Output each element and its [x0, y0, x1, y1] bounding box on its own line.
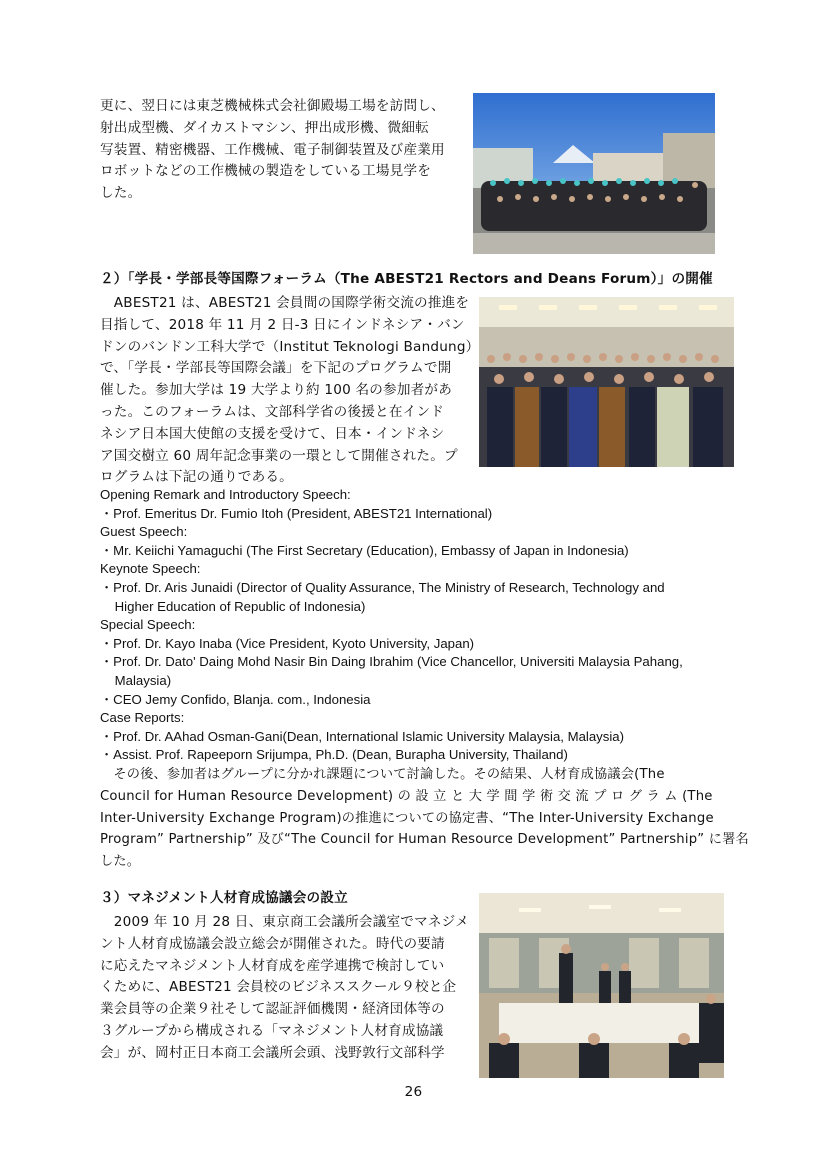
text-line: Council for Human Resource Development) の 設 立 と 大 学 間 学 術 交 流 プ ロ グ ラ ム (The: [100, 788, 713, 804]
text-line: した。: [100, 854, 141, 870]
text-line: ネシア日本国大使館の支援を受けて、日本・インドネシ: [100, 425, 445, 442]
text-line: 更に、翌日には東芝機械株式会社御殿場工場を訪問し、: [100, 98, 445, 114]
program-line: ・Mr. Keiichi Yamaguchi (The First Secretary (Education), Embassy of Japan in Indonesia): [100, 542, 629, 558]
text-line: 2009 年 10 月 28 日、東京商工会議所会議室でマネジメ: [100, 914, 469, 930]
intro-paragraph: [100, 96, 470, 205]
page-number: [0, 1082, 827, 1104]
section-3-paragraph: [100, 912, 475, 1065]
program-line: ・CEO Jemy Confido, Blanja. com., Indonesia: [100, 691, 371, 707]
text-line: ント人材育成協議会設立総会が開催された。時代の要請: [100, 935, 445, 952]
text-line: Program” Partnership” 及び“The Council for Human Resource Development” Partnership” に署名: [100, 832, 749, 848]
program-line: ・Prof. Dr. Kayo Inaba (Vice President, Kyoto University, Japan): [100, 635, 475, 651]
section-3-heading-text: ３）マネジメント人材育成協議会の設立: [100, 890, 348, 906]
forum-group-photo: [479, 297, 734, 467]
text-line: ドンのバンドン工科大学で（Institut Teknologi Bandung）: [100, 338, 480, 355]
program-list: [100, 486, 740, 765]
program-line: Higher Education of Republic of Indonesia): [100, 598, 366, 614]
text-line: した。: [100, 185, 142, 202]
text-line: その後、参加者はグループに分かれ課題について討論した。その結果、人材育成協議会(The: [100, 767, 665, 782]
text-line: ログラムは下記の通りである。: [100, 469, 293, 486]
page-number-text: 26: [404, 1084, 423, 1100]
meeting-room-photo: [479, 893, 724, 1078]
program-line: ・Assist. Prof. Rapeeporn Srijumpa, Ph.D. (Dean, Burapha University, Thailand): [100, 747, 568, 763]
text-line: くために、ABEST21 会員校のビジネススクール９校と企: [100, 979, 457, 996]
text-line: った。このフォーラムは、文部科学省の後援と在インド: [100, 403, 445, 420]
program-line: Keynote Speech:: [100, 561, 201, 577]
text-line: Inter-University Exchange Program)の推進についての協定書、“The Inter-University Exchange: [100, 810, 714, 826]
text-line: 会」が、岡村正日本商工会議所会頭、浅野敦行文部科学: [100, 1044, 445, 1061]
section-2-heading-text: ２）「学長・学部長等国際フォーラム（The ABEST21 Rectors and Deans Forum）」の開催: [100, 271, 713, 287]
text-line: 写装置、精密機器、工作機械、電子制御装置及び産業用: [100, 141, 445, 158]
text-line: に応えたマネジメント人材育成を産学連携で検討してい: [100, 957, 445, 974]
program-line: ・Prof. Dr. AAhad Osman-Gani(Dean, International Islamic University Malaysia, Malaysia): [100, 728, 625, 744]
text-line: 目指して、2018 年 11 月 2 日-3 日にインドネシア・バン: [100, 316, 465, 333]
program-line: ・Prof. Emeritus Dr. Fumio Itoh (President, ABEST21 International): [100, 505, 493, 521]
section-2-paragraph: [100, 293, 480, 489]
program-line: ・Prof. Dr. Dato' Daing Mohd Nasir Bin Daing Ibrahim (Vice Chancellor, Universiti Malaysia Pahang,: [100, 654, 683, 670]
text-line: 射出成型機、ダイカストマシン、押出成形機、微細転: [100, 119, 429, 136]
section-2-heading: [100, 268, 740, 290]
program-line: Malaysia): [100, 672, 172, 688]
text-line: ア国交樹立 60 周年記念事業の一環として開催された。プ: [100, 447, 458, 464]
text-line: ロボットなどの工作機械の製造をしている工場見学を: [100, 163, 432, 180]
text-line: 業会員等の企業９社そして認証評価機関・経済団体等の: [100, 1001, 445, 1018]
program-line: Opening Remark and Introductory Speech:: [100, 487, 351, 502]
program-line: Guest Speech:: [100, 524, 188, 540]
text-line: ３グループから構成される「マネジメント人材育成協議: [100, 1022, 444, 1039]
program-line: Special Speech:: [100, 617, 196, 633]
section-2-closing-paragraph: [100, 764, 749, 873]
section-3-heading: [100, 888, 480, 910]
factory-group-photo: [473, 93, 715, 254]
text-line: ABEST21 は、ABEST21 会員間の国際学術交流の推進を: [100, 295, 470, 311]
text-line: で、「学長・学部長等国際会議」を下記のプログラムで開: [100, 360, 452, 377]
text-line: 催した。参加大学は 19 大学より約 100 名の参加者があ: [100, 382, 452, 399]
program-line: Case Reports:: [100, 710, 185, 726]
program-line: ・Prof. Dr. Aris Junaidi (Director of Quality Assurance, The Ministry of Research, Technology and: [100, 579, 665, 595]
